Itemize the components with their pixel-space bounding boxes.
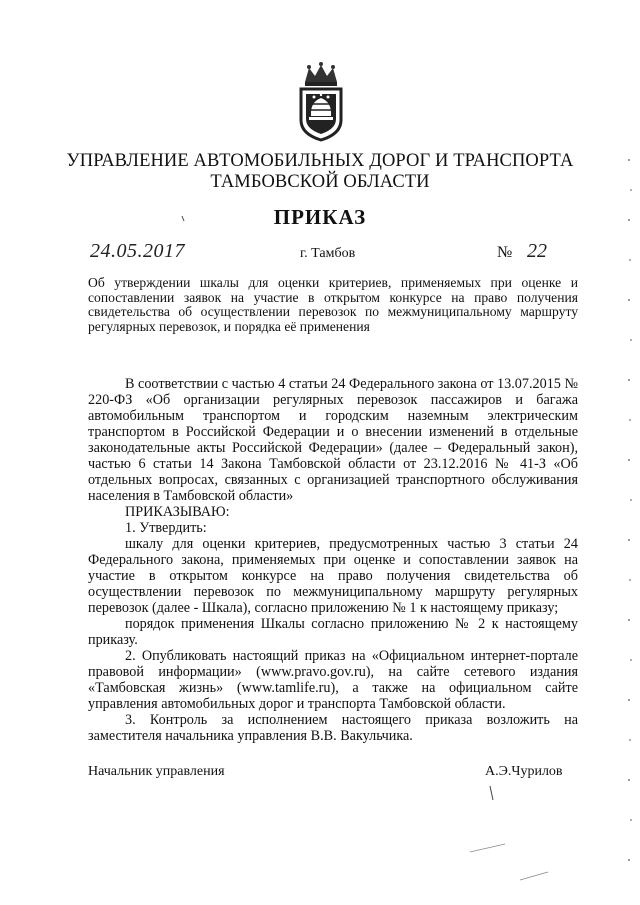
item-1b-paragraph: порядок применения Шкалы согласно приложению № 2 к настоящему приказу. <box>88 616 578 648</box>
order-subject: Об утверждении шкалы для оценки критериев, применяемых при оценке и сопоставлении заявок на участие в открытом конкурсе на право получения свидетельства об осуществлении перевозок по межмуниципальному маршруту регулярных перевозок, и порядка её применения <box>88 275 578 334</box>
item-3-paragraph: 3. Контроль за исполнением настоящего приказа возложить на заместителя начальника управления В.В. Вакульчика. <box>88 712 578 744</box>
scan-edge-dots <box>626 150 634 890</box>
preamble-paragraph: В соответствии с частью 4 статьи 24 Федерального закона от 13.07.2015 № 220-ФЗ «Об организации регулярных перевозок пассажиров и багажа автомобильным транспортом и городским наземным электрическим транспортом в Российской Федерации и о внесении изменений в отдельные законодательные акты Российской Федерации» (далее – Федеральный закон), частью 6 статьи 14 Закона Тамбовской области от 23.12.2016 № 41-З «Об отдельных вопросах, связанных с организацией транспортного обслуживания населения в Тамбовской области» <box>88 376 578 504</box>
signer-name: А.Э.Чурилов <box>485 764 563 779</box>
organization-name-line2: ТАМБОВСКОЙ ОБЛАСТИ <box>210 172 430 192</box>
signer-title: Начальник управления <box>88 764 225 779</box>
item-1-heading: 1. Утвердить: <box>125 520 207 536</box>
item-2-paragraph: 2. Опубликовать настоящий приказ на «Официальном интернет-портале правовой информации» (www.pravo.gov.ru), на сайте сетевого издания «Тамбовская жизнь» (www.tamlife.ru), а также на официальном сайте управления автомобильных дорог и транспорта Тамбовской области. <box>88 648 578 712</box>
organization-name-line1: УПРАВЛЕНИЕ АВТОМОБИЛЬНЫХ ДОРОГ И ТРАНСПОРТА <box>66 151 574 171</box>
order-word: ПРИКАЗЫВАЮ: <box>125 504 230 520</box>
document-type-title: ПРИКАЗ <box>273 205 367 229</box>
handwritten-order-number: 22 <box>527 240 547 262</box>
handwritten-date: 24.05.2017 <box>90 240 185 262</box>
city: г. Тамбов <box>300 246 356 261</box>
item-1a-paragraph: шкалу для оценки критериев, предусмотренных частью 3 статьи 24 Федерального закона, применяемых при оценке и сопоставлении заявок на участие в открытом конкурсе на право получения свидетельства об осуществлении перевозок по межмуниципальному маршруту регулярных перевозок (далее - Шкала), согласно приложению № 1 к настоящему приказу; <box>88 536 578 616</box>
number-symbol: № <box>497 244 513 261</box>
